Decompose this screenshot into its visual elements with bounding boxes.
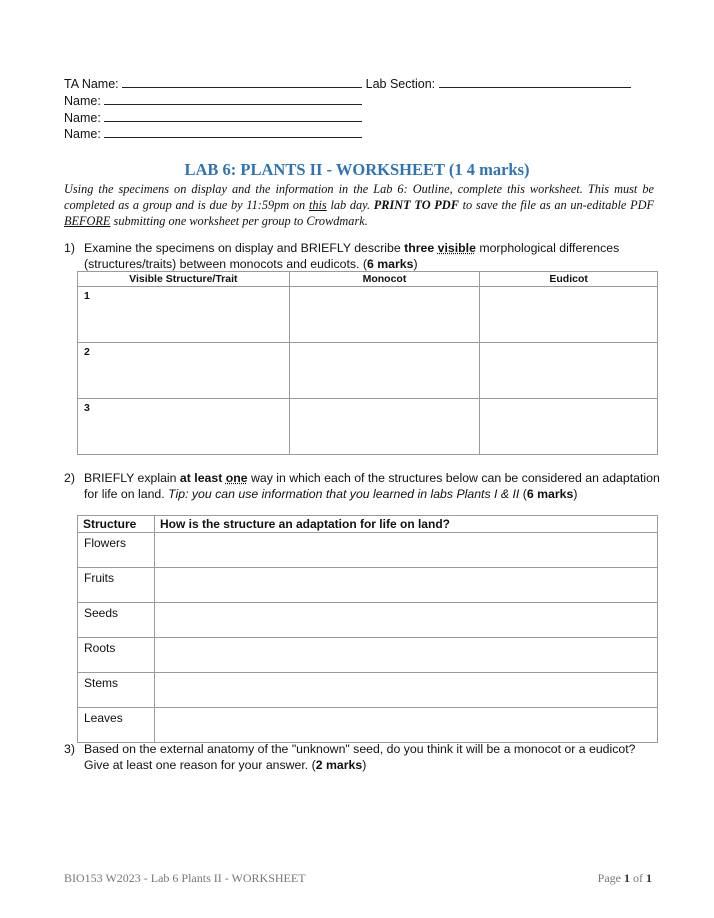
name-label: Name: [64, 111, 101, 125]
lab-section-label: Lab Section: [365, 77, 436, 91]
marks-label: 6 marks [526, 487, 574, 501]
question-3 [64, 741, 664, 773]
name-field-2[interactable] [104, 110, 362, 122]
footer-course-label: BIO153 W2023 - Lab 6 Plants II - WORKSHEET [64, 871, 306, 885]
adaptation-table [77, 515, 658, 743]
answer-cell[interactable] [154, 533, 657, 568]
page-label: Page [597, 871, 624, 885]
structure-cell: Leaves [78, 708, 155, 743]
question-text: ) [413, 257, 418, 271]
row-number: 3 [84, 402, 90, 414]
eudicot-cell[interactable] [480, 399, 658, 455]
trait-cell[interactable] [78, 287, 290, 343]
emphasis-visible: visible [437, 241, 476, 255]
column-header: Monocot [289, 272, 480, 287]
table-row [78, 533, 658, 568]
name-field-3[interactable] [104, 126, 362, 138]
morphology-table [77, 271, 658, 455]
column-header: Eudicot [480, 272, 658, 287]
question-number: 3) [64, 742, 75, 756]
intro-emphasis-before: BEFORE [64, 214, 111, 228]
answer-cell[interactable] [154, 673, 657, 708]
intro-text: Using the specimens on display and the information in the Lab 6: Outline, complete this worksheet. This must be completed as a group and is due by 11:59pm on [64, 182, 654, 212]
ta-name-label: TA Name: [64, 77, 119, 91]
eudicot-cell[interactable] [480, 287, 658, 343]
table-row [78, 568, 658, 603]
marks-label: 6 marks [366, 257, 414, 271]
question-text: ( [519, 487, 527, 501]
question-text: morphological differences (structures/traits) between monocots and eudicots. ( [84, 241, 620, 271]
emphasis-at-least: at least [179, 471, 226, 485]
intro-emphasis-this: this [308, 198, 327, 212]
table-row [78, 399, 658, 455]
question-text: Based on the external anatomy of the "unknown" seed, do you think it will be a monocot or a eudicot? Give at least one reason for your answer. ( [84, 742, 636, 772]
structure-cell: Flowers [78, 533, 155, 568]
structure-cell: Roots [78, 638, 155, 673]
trait-cell[interactable] [78, 343, 290, 399]
worksheet-title: LAB 6: PLANTS II - WORKSHEET (1 4 marks) [184, 160, 530, 179]
row-number: 1 [84, 290, 90, 302]
eudicot-cell[interactable] [480, 343, 658, 399]
column-header: How is the structure an adaptation for life on land? [154, 516, 657, 533]
question-1 [64, 240, 664, 272]
answer-cell[interactable] [154, 638, 657, 673]
question-text: ) [362, 758, 367, 772]
structure-cell: Stems [78, 673, 155, 708]
row-number: 2 [84, 346, 90, 358]
table-row [78, 673, 658, 708]
question-text: Examine the specimens on display and BRIEFLY describe [84, 241, 405, 255]
table-header-row [78, 272, 658, 287]
table-row [78, 603, 658, 638]
instructions-paragraph [64, 181, 654, 229]
intro-print-to-pdf: PRINT TO PDF [373, 198, 459, 212]
name-row-3 [64, 126, 362, 142]
monocot-cell[interactable] [289, 343, 480, 399]
question-number: 1) [64, 241, 75, 255]
page-total: 1 [646, 871, 652, 885]
table-header-row [78, 516, 658, 533]
question-text: BRIEFLY explain [84, 471, 180, 485]
table-row [78, 708, 658, 743]
footer-page-number [598, 871, 652, 886]
monocot-cell[interactable] [289, 287, 480, 343]
intro-text: submitting one worksheet per group to Crowdmark. [110, 214, 368, 228]
answer-cell[interactable] [154, 603, 657, 638]
question-text: way in which each of the structures below can be considered an adaptation for life on land. [84, 471, 660, 501]
name-row-2 [64, 110, 362, 126]
answer-cell[interactable] [154, 708, 657, 743]
emphasis-one: one [225, 471, 248, 485]
structure-cell: Fruits [78, 568, 155, 603]
ta-name-row [64, 76, 631, 92]
monocot-cell[interactable] [289, 399, 480, 455]
tip-text: Tip: you can use information that you learned in labs Plants I & II [168, 487, 520, 501]
marks-label: 2 marks [315, 758, 363, 772]
name-label: Name: [64, 127, 101, 141]
trait-cell[interactable] [78, 399, 290, 455]
name-field-1[interactable] [104, 93, 362, 105]
question-text: ) [573, 487, 578, 501]
question-2 [64, 470, 664, 502]
structure-cell: Seeds [78, 603, 155, 638]
table-row [78, 343, 658, 399]
intro-text: to save the file as an un-editable PDF [458, 198, 655, 212]
intro-text: lab day. [326, 198, 374, 212]
emphasis-three: three [404, 241, 435, 255]
question-number: 2) [64, 471, 75, 485]
page-of-label: of [630, 871, 646, 885]
name-row-1 [64, 93, 362, 109]
column-header: Structure [78, 516, 155, 533]
answer-cell[interactable] [154, 568, 657, 603]
name-label: Name: [64, 94, 101, 108]
lab-section-field[interactable] [439, 76, 631, 88]
column-header: Visible Structure/Trait [78, 272, 290, 287]
ta-name-field[interactable] [122, 76, 362, 88]
table-row [78, 287, 658, 343]
page-current: 1 [624, 871, 630, 885]
table-row [78, 638, 658, 673]
